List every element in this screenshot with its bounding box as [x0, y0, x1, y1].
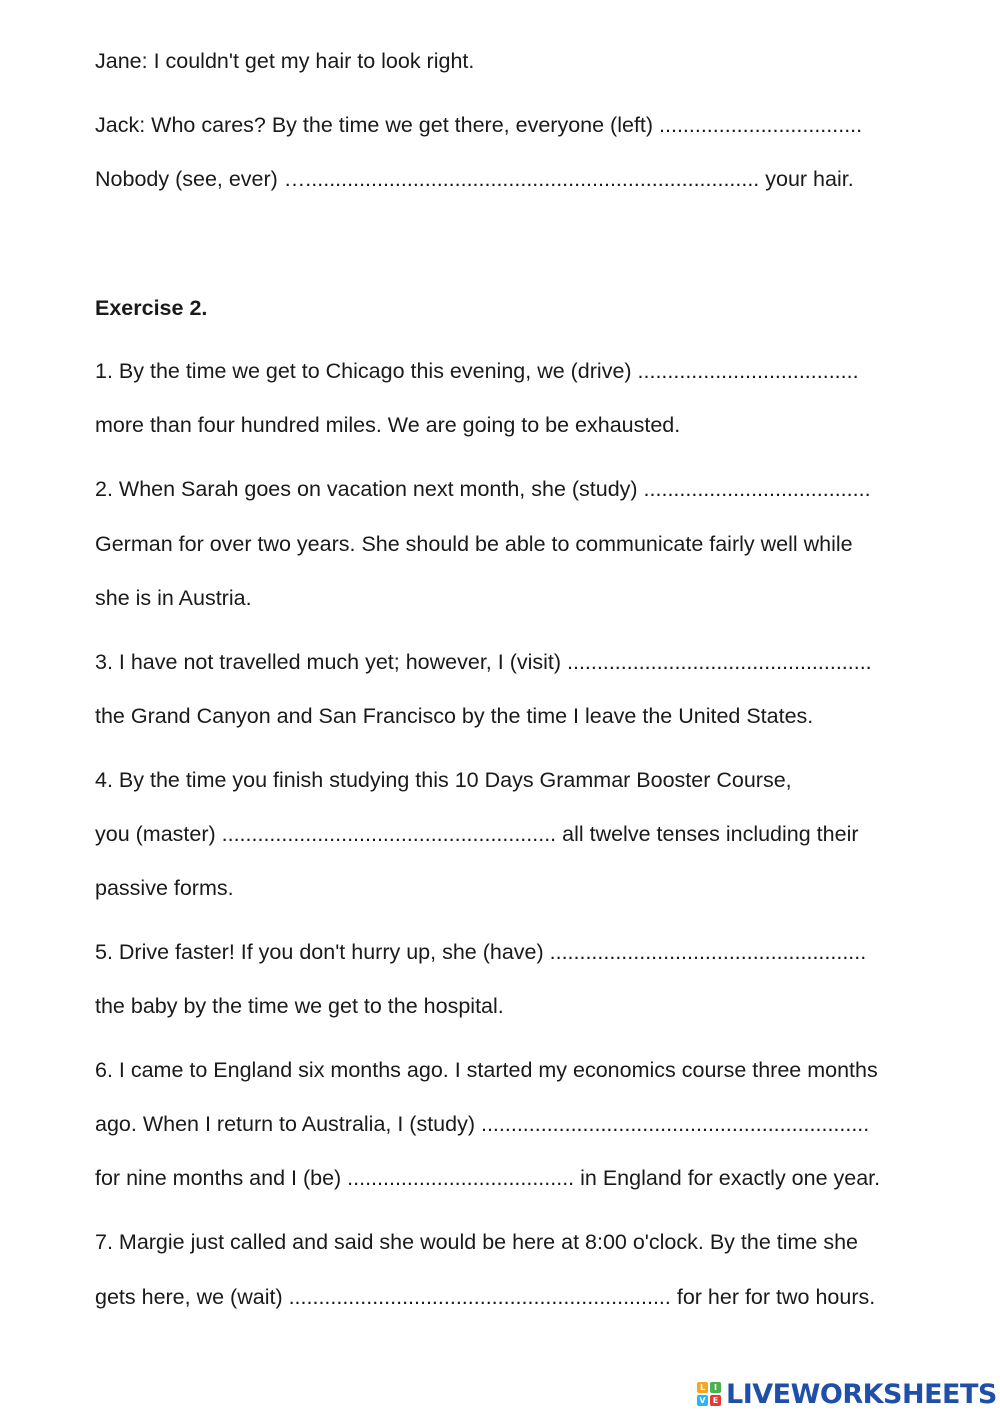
exercise-line: gets here, we (wait) ................................................................ for her for two hours. [95, 1285, 876, 1309]
exercise-line: for nine months and I (be) ...................................... in England for exactly one year. [95, 1166, 881, 1190]
exercise-line: the Grand Canyon and San Francisco by the time I leave the United States. [95, 704, 814, 728]
logo-letter: L [697, 1382, 708, 1393]
dialogue-line-nobody: Nobody (see, ever) …............................................................................ your hair. [95, 167, 854, 191]
logo-letter: V [697, 1395, 708, 1406]
exercise-line: the baby by the time we get to the hospital. [95, 994, 504, 1018]
logo-text: LIVEWORKSHEETS [726, 1378, 997, 1410]
exercise-line: ago. When I return to Australia, I (study) ................................................................. [95, 1112, 870, 1136]
dialogue-line-jane: Jane: I couldn't get my hair to look right. [95, 49, 475, 73]
exercise-line: you (master) ........................................................ all twelve tenses including their [95, 822, 859, 846]
exercise-line: 2. When Sarah goes on vacation next month, she (study) ...................................... [95, 477, 871, 501]
logo-mark-icon [697, 1382, 721, 1406]
dialogue-line-jack: Jack: Who cares? By the time we get there, everyone (left) .................................. [95, 113, 863, 137]
exercise-line: 7. Margie just called and said she would be here at 8:00 o'clock. By the time she [95, 1230, 859, 1254]
exercise-line: 6. I came to England six months ago. I started my economics course three months [95, 1058, 878, 1082]
exercise-line: 5. Drive faster! If you don't hurry up, she (have) ..................................................... [95, 940, 867, 964]
exercise-line: passive forms. [95, 876, 234, 900]
exercise-line: she is in Austria. [95, 586, 252, 610]
exercise-line: 1. By the time we get to Chicago this evening, we (drive) ..................................... [95, 359, 859, 383]
exercise-line: more than four hundred miles. We are going to be exhausted. [95, 413, 681, 437]
exercise-line: 4. By the time you finish studying this 10 Days Grammar Booster Course, [95, 768, 792, 792]
liveworksheets-logo[interactable] [697, 1376, 997, 1412]
exercise-line: German for over two years. She should be able to communicate fairly well while [95, 532, 853, 556]
logo-letter: E [710, 1395, 721, 1406]
logo-letter: I [710, 1382, 721, 1393]
exercise-line: 3. I have not travelled much yet; however, I (visit) ................................................... [95, 650, 872, 674]
exercise-2-heading: Exercise 2. [95, 296, 208, 320]
